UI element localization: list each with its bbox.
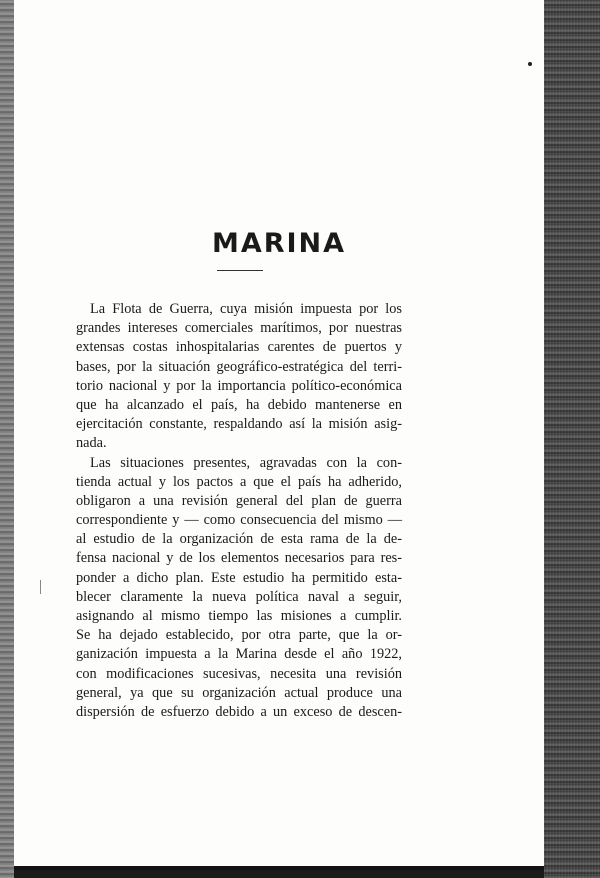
paragraph-1 [76, 300, 402, 454]
scan-speck [528, 62, 532, 66]
text-line: Se ha dejado establecido, por otra parte, que la or- [76, 627, 402, 644]
text-line: ganización impuesta a la Marina desde el año 1922, [76, 646, 402, 663]
text-line: bases, por la situación geográfico-estratégica del terri- [76, 358, 402, 375]
text-line: Las situaciones presentes, agravadas con la con- [90, 454, 402, 471]
text-line: correspondiente y — como consecuencia del mismo — [76, 512, 402, 529]
text-line: tienda actual y los pactos a que el país ha adherido, [76, 473, 402, 490]
text-line: ejercitación constante, respaldando así la misión asig- [76, 416, 402, 433]
text-line: asignando al mismo tiempo las misiones a cumplir. [76, 608, 402, 624]
paragraph-2 [76, 454, 402, 723]
text-line: nada. [76, 435, 107, 452]
text-line: La Flota de Guerra, cuya misión impuesta por los [90, 301, 402, 317]
text-line: blecer claramente la nueva política naval a seguir, [76, 588, 402, 605]
title-underline-rule [217, 270, 263, 271]
text-line: extensas costas inhospitalarias carentes de puertos y [76, 339, 402, 356]
document-page [14, 0, 544, 870]
text-line: con modificaciones sucesivas, necesita una revisión [76, 665, 402, 682]
scan-right-edge [544, 0, 600, 878]
page-title: MARINA [211, 228, 347, 259]
text-line: torio nacional y por la importancia político-económica [76, 377, 402, 394]
text-line: general, ya que su organización actual produce una [76, 684, 402, 701]
text-line: que ha alcanzado el país, ha debido mantenerse en [76, 396, 402, 413]
text-line: ponder a dicho plan. Este estudio ha permitido esta- [76, 569, 402, 586]
text-line: al estudio de la organización de esta rama de la de- [76, 531, 402, 548]
scan-left-edge [0, 0, 14, 878]
text-line: fensa nacional y de los elementos necesarios para res- [76, 550, 402, 567]
text-line: grandes intereses comerciales marítimos, por nuestras [76, 320, 402, 337]
text-line: obligaron a una revisión general del plan de guerra [76, 492, 402, 509]
margin-mark [40, 580, 41, 594]
body-text [76, 300, 402, 722]
text-line: dispersión de esfuerzo debido a un exceso de descen- [76, 703, 402, 720]
